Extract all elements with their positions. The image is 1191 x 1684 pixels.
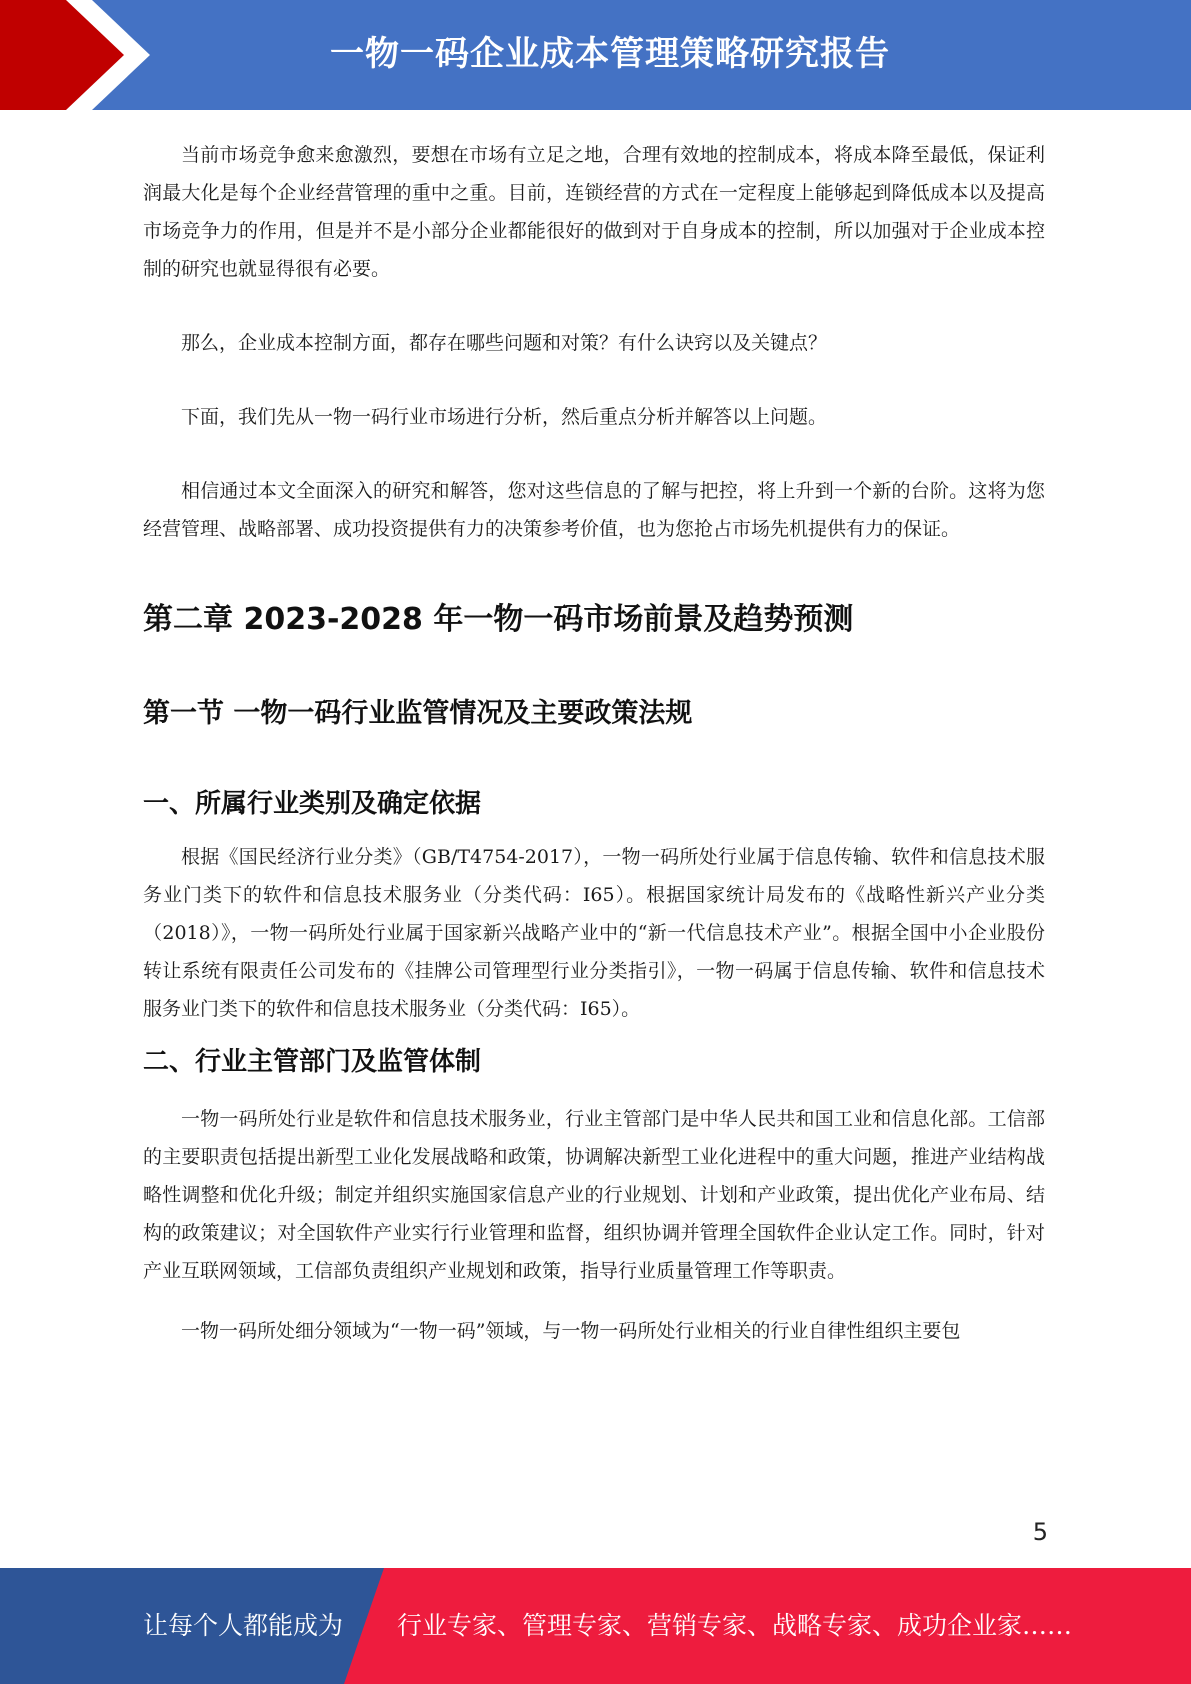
- subsection-title-1: 一、所属行业类别及确定依据: [143, 789, 482, 819]
- header-banner: [0, 0, 1191, 110]
- subsection-1-paragraph: 根据《国民经济行业分类》（GB/T4754-2017），一物一码所处行业属于信息传输、软件和信息技术服务业门类下的软件和信息技术服务业（分类代码：I65）。根据国家统计局发布的《战略性新兴产业分类（2018）》，一物一码所处行业属于国家新兴战略产业中的“新一代信息技术产业”。根据全国中小企业股份转让系统有限责任公司发布的《挂牌公司管理型行业分类指引》，一物一码属于信息传输、软件和信息技术服务业门类下的软件和信息技术服务业（分类代码：I65）。: [143, 846, 1045, 1020]
- footer-slogan-left: 让每个人都能成为: [143, 1611, 344, 1640]
- subsection-2-paragraph-2: 一物一码所处细分领域为“一物一码”领域，与一物一码所处行业相关的行业自律性组织主要包: [181, 1320, 961, 1342]
- footer-banner: [0, 1568, 1191, 1684]
- intro-paragraph-1: 当前市场竞争愈来愈激烈，要想在市场有立足之地，合理有效地的控制成本，将成本降至最低，保证利润最大化是每个企业经营管理的重中之重。目前，连锁经营的方式在一定程度上能够起到降低成本以及提高市场竞争力的作用，但是并不是小部分企业都能很好的做到对于自身成本的控制，所以加强对于企业成本控制的研究也就显得很有必要。: [143, 144, 1045, 280]
- chapter-title: 第二章 2023-2028 年一物一码市场前景及趋势预测: [143, 602, 854, 637]
- page-number: 5: [1032, 1518, 1048, 1546]
- intro-paragraph-4: 相信通过本文全面深入的研究和解答，您对这些信息的了解与把控，将上升到一个新的台阶。这将为您经营管理、战略部署、成功投资提供有力的决策参考价值，也为您抢占市场先机提供有力的保证。: [143, 480, 1045, 540]
- subsection-title-2: 二、行业主管部门及监管体制: [143, 1047, 482, 1077]
- subsection-2-paragraph-1: 一物一码所处行业是软件和信息技术服务业，行业主管部门是中华人民共和国工业和信息化部。工信部的主要职责包括提出新型工业化发展战略和政策，协调解决新型工业化进程中的重大问题，推进产业结构战略性调整和优化升级；制定并组织实施国家信息产业的行业规划、计划和产业政策，提出优化产业布局、结构的政策建议；对全国软件产业实行行业管理和监督，组织协调并管理全国软件企业认定工作。同时，针对产业互联网领域，工信部负责组织产业规划和政策，指导行业质量管理工作等职责。: [143, 1108, 1045, 1282]
- intro-paragraph-3: 下面，我们先从一物一码行业市场进行分析，然后重点分析并解答以上问题。: [181, 406, 828, 428]
- report-title: 一物一码企业成本管理策略研究报告: [330, 34, 890, 74]
- footer-slogan-right: 行业专家、管理专家、营销专家、战略专家、成功企业家……: [397, 1611, 1073, 1640]
- page-content: [143, 136, 1045, 1350]
- intro-paragraph-2: 那么，企业成本控制方面，都存在哪些问题和对策？有什么诀窍以及关键点？: [181, 332, 828, 354]
- section-title: 第一节 一物一码行业监管情况及主要政策法规: [143, 698, 693, 729]
